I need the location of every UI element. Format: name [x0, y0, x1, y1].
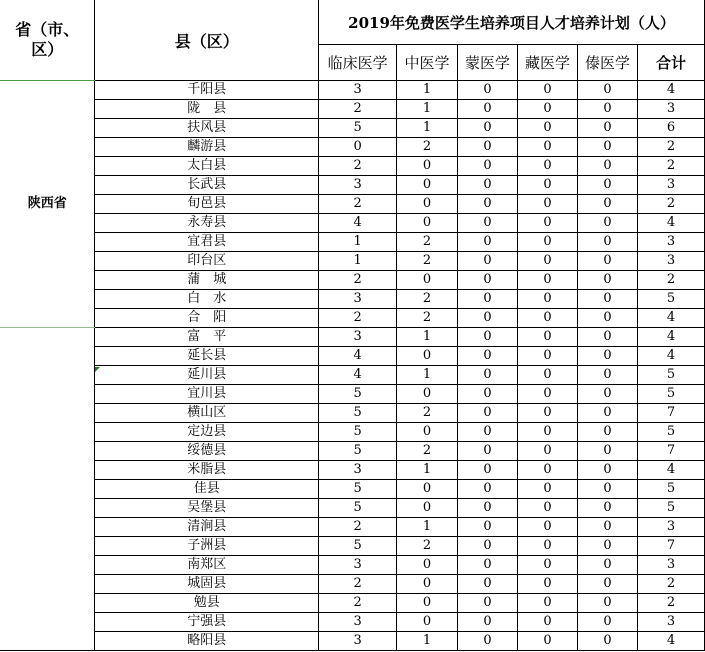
table-row: [0, 290, 705, 309]
value-cell[interactable]: 0: [458, 252, 518, 271]
value-cell[interactable]: 0: [518, 138, 578, 157]
value-cell[interactable]: 1: [397, 100, 458, 119]
value-cell[interactable]: 0: [518, 347, 578, 366]
value-cell[interactable]: 0: [578, 157, 638, 176]
value-cell[interactable]: 1: [397, 119, 458, 138]
value-cell[interactable]: 0: [458, 575, 518, 594]
plan-title[interactable]: 2019年免费医学生培养项目人才培养计划（人）: [319, 0, 705, 45]
value-cell[interactable]: 1: [397, 518, 458, 537]
value-cell[interactable]: 3: [319, 632, 397, 651]
value-cell[interactable]: 0: [518, 613, 578, 632]
county-cell[interactable]: 长武县: [95, 176, 319, 195]
column-header[interactable]: 傣医学: [578, 45, 638, 81]
value-cell[interactable]: 0: [518, 423, 578, 442]
total-cell[interactable]: 5: [638, 423, 705, 442]
value-cell[interactable]: 0: [458, 328, 518, 347]
value-cell[interactable]: 0: [518, 499, 578, 518]
value-cell[interactable]: 4: [319, 214, 397, 233]
value-cell[interactable]: 2: [397, 252, 458, 271]
column-header[interactable]: 临床医学: [319, 45, 397, 81]
table-row: [0, 594, 705, 613]
table-row: [0, 214, 705, 233]
table-row: [0, 233, 705, 252]
value-cell[interactable]: 0: [578, 328, 638, 347]
value-cell[interactable]: 0: [518, 328, 578, 347]
total-cell[interactable]: 4: [638, 214, 705, 233]
value-cell[interactable]: 0: [518, 176, 578, 195]
value-cell[interactable]: 0: [397, 575, 458, 594]
table-row: [0, 138, 705, 157]
value-cell[interactable]: 0: [458, 366, 518, 385]
value-cell[interactable]: 0: [518, 537, 578, 556]
table-row: [0, 499, 705, 518]
value-cell[interactable]: 0: [578, 556, 638, 575]
county-header[interactable]: 县（区）: [95, 0, 319, 81]
value-cell[interactable]: 1: [397, 461, 458, 480]
total-cell[interactable]: 3: [638, 252, 705, 271]
county-cell[interactable]: 南郑区: [95, 556, 319, 575]
value-cell[interactable]: 0: [518, 461, 578, 480]
value-cell[interactable]: 1: [397, 81, 458, 100]
value-cell[interactable]: 3: [319, 328, 397, 347]
total-cell[interactable]: 5: [638, 366, 705, 385]
value-cell[interactable]: 2: [319, 575, 397, 594]
total-cell[interactable]: 4: [638, 632, 705, 651]
value-cell[interactable]: 0: [578, 176, 638, 195]
value-cell[interactable]: 5: [319, 404, 397, 423]
value-cell[interactable]: 0: [578, 233, 638, 252]
value-cell[interactable]: 0: [518, 632, 578, 651]
total-cell[interactable]: 3: [638, 233, 705, 252]
value-cell[interactable]: 0: [518, 195, 578, 214]
value-cell[interactable]: 0: [578, 195, 638, 214]
value-cell[interactable]: 0: [397, 271, 458, 290]
value-cell[interactable]: 1: [397, 632, 458, 651]
value-cell[interactable]: 1: [319, 252, 397, 271]
value-cell[interactable]: 3: [319, 81, 397, 100]
value-cell[interactable]: 1: [319, 233, 397, 252]
value-cell[interactable]: 0: [518, 575, 578, 594]
value-cell[interactable]: 3: [319, 613, 397, 632]
value-cell[interactable]: 2: [319, 518, 397, 537]
total-cell[interactable]: 5: [638, 290, 705, 309]
table-row: [0, 518, 705, 537]
total-cell[interactable]: 2: [638, 138, 705, 157]
value-cell[interactable]: 0: [458, 347, 518, 366]
value-cell[interactable]: 2: [397, 404, 458, 423]
total-cell[interactable]: 4: [638, 461, 705, 480]
value-cell[interactable]: 0: [578, 575, 638, 594]
value-cell[interactable]: 2: [397, 290, 458, 309]
table-row: [0, 100, 705, 119]
value-cell[interactable]: 1: [397, 328, 458, 347]
value-cell[interactable]: 0: [458, 81, 518, 100]
value-cell[interactable]: 0: [578, 252, 638, 271]
value-cell[interactable]: 0: [458, 423, 518, 442]
total-cell[interactable]: 4: [638, 328, 705, 347]
column-header[interactable]: 蒙医学: [458, 45, 518, 81]
value-cell[interactable]: 0: [578, 81, 638, 100]
table-row: [0, 252, 705, 271]
value-cell[interactable]: 0: [397, 157, 458, 176]
value-cell[interactable]: 2: [319, 195, 397, 214]
value-cell[interactable]: 0: [458, 442, 518, 461]
value-cell[interactable]: 0: [578, 499, 638, 518]
value-cell[interactable]: 0: [578, 385, 638, 404]
value-cell[interactable]: 0: [518, 518, 578, 537]
value-cell[interactable]: 5: [319, 119, 397, 138]
value-cell[interactable]: 0: [578, 214, 638, 233]
value-cell[interactable]: 0: [578, 138, 638, 157]
county-cell[interactable]: 富 平: [95, 328, 319, 347]
county-cell[interactable]: 白 水: [95, 290, 319, 309]
value-cell[interactable]: 0: [458, 138, 518, 157]
table-row: [0, 442, 705, 461]
table-row: [0, 423, 705, 442]
value-cell[interactable]: 3: [319, 556, 397, 575]
county-cell[interactable]: 略阳县: [95, 632, 319, 651]
county-cell[interactable]: 横山区: [95, 404, 319, 423]
value-cell[interactable]: 0: [578, 271, 638, 290]
value-cell[interactable]: 0: [458, 233, 518, 252]
value-cell[interactable]: 5: [319, 385, 397, 404]
county-cell[interactable]: 城固县: [95, 575, 319, 594]
table-row: [0, 461, 705, 480]
total-cell[interactable]: 2: [638, 157, 705, 176]
table-row: [0, 347, 705, 366]
value-cell[interactable]: 2: [397, 537, 458, 556]
column-header[interactable]: 中医学: [397, 45, 458, 81]
county-cell[interactable]: 千阳县: [95, 81, 319, 100]
value-cell[interactable]: 0: [578, 309, 638, 328]
value-cell[interactable]: 0: [518, 214, 578, 233]
value-cell[interactable]: 0: [458, 537, 518, 556]
value-cell[interactable]: 0: [458, 518, 518, 537]
table-row: [0, 632, 705, 651]
total-cell[interactable]: 3: [638, 100, 705, 119]
value-cell[interactable]: 3: [319, 176, 397, 195]
value-cell[interactable]: 2: [319, 594, 397, 613]
value-cell[interactable]: 5: [319, 537, 397, 556]
value-cell[interactable]: 0: [578, 632, 638, 651]
value-cell[interactable]: 0: [397, 176, 458, 195]
value-cell[interactable]: 0: [458, 404, 518, 423]
value-cell[interactable]: 0: [397, 214, 458, 233]
value-cell[interactable]: 4: [319, 366, 397, 385]
table-row: [0, 404, 705, 423]
value-cell[interactable]: 0: [518, 271, 578, 290]
county-cell[interactable]: 永寿县: [95, 214, 319, 233]
county-cell[interactable]: 勉县: [95, 594, 319, 613]
county-cell[interactable]: 米脂县: [95, 461, 319, 480]
value-cell[interactable]: 0: [458, 290, 518, 309]
total-cell[interactable]: 7: [638, 537, 705, 556]
county-cell[interactable]: 太白县: [95, 157, 319, 176]
total-cell[interactable]: 7: [638, 404, 705, 423]
value-cell[interactable]: 0: [578, 613, 638, 632]
value-cell[interactable]: 0: [458, 594, 518, 613]
value-cell[interactable]: 0: [518, 309, 578, 328]
county-cell[interactable]: 宜君县: [95, 233, 319, 252]
value-cell[interactable]: 0: [458, 195, 518, 214]
total-cell[interactable]: 2: [638, 271, 705, 290]
county-cell[interactable]: 定边县: [95, 423, 319, 442]
value-cell[interactable]: 0: [578, 442, 638, 461]
total-cell[interactable]: 4: [638, 309, 705, 328]
value-cell[interactable]: 0: [518, 480, 578, 499]
value-cell[interactable]: 0: [578, 290, 638, 309]
county-cell[interactable]: 延川县: [95, 366, 319, 385]
table-row: [0, 613, 705, 632]
value-cell[interactable]: 2: [397, 233, 458, 252]
county-cell[interactable]: 合 阳: [95, 309, 319, 328]
table-row: [0, 366, 705, 385]
table-row: [0, 328, 705, 347]
value-cell[interactable]: 0: [518, 290, 578, 309]
value-cell[interactable]: 0: [458, 632, 518, 651]
total-cell[interactable]: 3: [638, 613, 705, 632]
county-cell[interactable]: 吴堡县: [95, 499, 319, 518]
value-cell[interactable]: 4: [319, 347, 397, 366]
value-cell[interactable]: 0: [578, 423, 638, 442]
value-cell[interactable]: 2: [319, 157, 397, 176]
value-cell[interactable]: 0: [458, 480, 518, 499]
value-cell[interactable]: 0: [458, 613, 518, 632]
value-cell[interactable]: 5: [319, 480, 397, 499]
value-cell[interactable]: 0: [397, 499, 458, 518]
value-cell[interactable]: 0: [518, 100, 578, 119]
value-cell[interactable]: 2: [319, 271, 397, 290]
total-cell[interactable]: 4: [638, 81, 705, 100]
value-cell[interactable]: 5: [319, 499, 397, 518]
value-cell[interactable]: 2: [397, 138, 458, 157]
value-cell[interactable]: 0: [319, 138, 397, 157]
value-cell[interactable]: 0: [518, 119, 578, 138]
total-cell[interactable]: 5: [638, 499, 705, 518]
value-cell[interactable]: 0: [397, 556, 458, 575]
total-cell[interactable]: 5: [638, 385, 705, 404]
value-cell[interactable]: 0: [397, 195, 458, 214]
value-cell[interactable]: 0: [518, 385, 578, 404]
table-row: [0, 271, 705, 290]
value-cell[interactable]: 0: [578, 518, 638, 537]
table-row: [0, 575, 705, 594]
value-cell[interactable]: 2: [319, 100, 397, 119]
table-row: [0, 119, 705, 138]
value-cell[interactable]: 0: [518, 252, 578, 271]
value-cell[interactable]: 5: [319, 423, 397, 442]
table-row: [0, 556, 705, 575]
value-cell[interactable]: 0: [518, 366, 578, 385]
table-row: [0, 176, 705, 195]
county-cell[interactable]: 宜川县: [95, 385, 319, 404]
value-cell[interactable]: 0: [458, 499, 518, 518]
value-cell[interactable]: 0: [518, 594, 578, 613]
county-cell[interactable]: 旬邑县: [95, 195, 319, 214]
county-cell[interactable]: 宁强县: [95, 613, 319, 632]
value-cell[interactable]: 5: [319, 442, 397, 461]
total-cell[interactable]: 3: [638, 176, 705, 195]
value-cell[interactable]: 0: [458, 385, 518, 404]
value-cell[interactable]: 0: [397, 347, 458, 366]
total-cell[interactable]: 5: [638, 480, 705, 499]
value-cell[interactable]: 2: [397, 309, 458, 328]
value-cell[interactable]: 0: [518, 157, 578, 176]
county-cell[interactable]: 蒲 城: [95, 271, 319, 290]
total-cell[interactable]: 3: [638, 518, 705, 537]
value-cell[interactable]: 0: [458, 119, 518, 138]
county-cell[interactable]: 印台区: [95, 252, 319, 271]
table-row: [0, 81, 705, 100]
table-row: [0, 385, 705, 404]
province-header[interactable]: 省（市、 区）: [0, 0, 95, 81]
county-cell[interactable]: 清涧县: [95, 518, 319, 537]
table-row: [0, 157, 705, 176]
value-cell[interactable]: 0: [578, 119, 638, 138]
county-cell[interactable]: 绥德县: [95, 442, 319, 461]
value-cell[interactable]: 0: [397, 480, 458, 499]
province-cell[interactable]: 陕西省: [0, 81, 95, 328]
value-cell[interactable]: 0: [458, 157, 518, 176]
value-cell[interactable]: 0: [518, 442, 578, 461]
value-cell[interactable]: 0: [458, 461, 518, 480]
total-cell[interactable]: 2: [638, 594, 705, 613]
value-cell[interactable]: 0: [578, 100, 638, 119]
value-cell[interactable]: 0: [578, 480, 638, 499]
total-cell[interactable]: 7: [638, 442, 705, 461]
value-cell[interactable]: 0: [518, 556, 578, 575]
value-cell[interactable]: 0: [397, 594, 458, 613]
province-cell[interactable]: [0, 328, 95, 651]
total-cell[interactable]: 2: [638, 575, 705, 594]
column-header[interactable]: 藏医学: [518, 45, 578, 81]
total-cell[interactable]: 2: [638, 195, 705, 214]
value-cell[interactable]: 0: [458, 214, 518, 233]
value-cell[interactable]: 2: [319, 309, 397, 328]
value-cell[interactable]: 0: [458, 556, 518, 575]
table-row: [0, 537, 705, 556]
county-cell[interactable]: 佳县: [95, 480, 319, 499]
county-cell[interactable]: 麟游县: [95, 138, 319, 157]
value-cell[interactable]: 0: [397, 423, 458, 442]
value-cell[interactable]: 0: [578, 366, 638, 385]
value-cell[interactable]: 1: [397, 366, 458, 385]
value-cell[interactable]: 0: [458, 176, 518, 195]
table-row: [0, 309, 705, 328]
county-cell[interactable]: 延长县: [95, 347, 319, 366]
value-cell[interactable]: 0: [578, 404, 638, 423]
value-cell[interactable]: 2: [397, 442, 458, 461]
value-cell[interactable]: 0: [518, 404, 578, 423]
value-cell[interactable]: 3: [319, 461, 397, 480]
county-cell[interactable]: 扶风县: [95, 119, 319, 138]
value-cell[interactable]: 3: [319, 290, 397, 309]
value-cell[interactable]: 0: [458, 271, 518, 290]
value-cell[interactable]: 0: [518, 233, 578, 252]
total-cell[interactable]: 3: [638, 556, 705, 575]
value-cell[interactable]: 0: [458, 100, 518, 119]
table-row: [0, 195, 705, 214]
total-cell[interactable]: 6: [638, 119, 705, 138]
column-header[interactable]: 合计: [638, 45, 705, 81]
table-row: [0, 480, 705, 499]
total-cell[interactable]: 4: [638, 347, 705, 366]
cell-comment-marker: [95, 367, 100, 372]
county-cell[interactable]: 子洲县: [95, 537, 319, 556]
value-cell[interactable]: 0: [578, 594, 638, 613]
value-cell[interactable]: 0: [458, 309, 518, 328]
value-cell[interactable]: 0: [578, 537, 638, 556]
value-cell[interactable]: 0: [397, 385, 458, 404]
value-cell[interactable]: 0: [518, 81, 578, 100]
value-cell[interactable]: 0: [578, 347, 638, 366]
county-cell[interactable]: 陇 县: [95, 100, 319, 119]
value-cell[interactable]: 0: [578, 461, 638, 480]
value-cell[interactable]: 0: [397, 613, 458, 632]
